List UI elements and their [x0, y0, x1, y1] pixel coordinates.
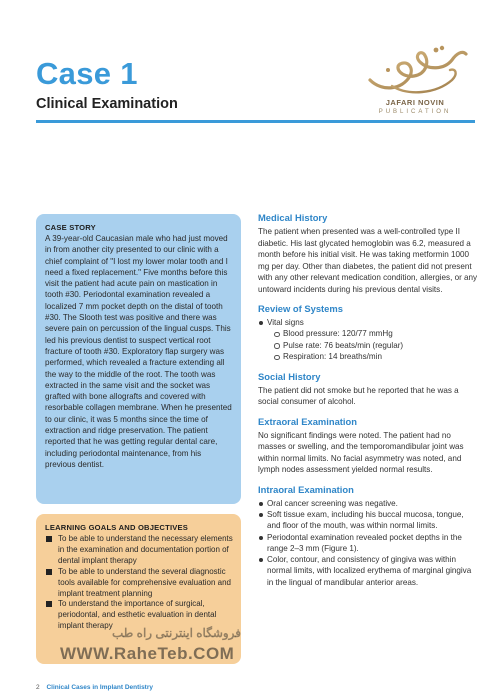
intraoral-section [258, 484, 478, 588]
learning-goals-box [36, 514, 241, 664]
list-item [45, 534, 233, 567]
list-item [258, 317, 478, 363]
intraoral-list [258, 498, 478, 588]
list-item [258, 498, 478, 509]
intraoral-finding: Soft tissue exam, including his buccal mucosa, tongue, and floor of the mouth, was within normal limits. [267, 509, 464, 531]
square-bullet-icon [46, 536, 52, 542]
publisher-calligraphy-icon [352, 40, 478, 98]
vital-sign-text: Respiration: 14 breaths/min [283, 352, 382, 362]
list-item [273, 340, 478, 351]
circle-bullet-icon [274, 343, 280, 349]
vital-signs-list [267, 328, 478, 362]
goal-text: To be able to understand the necessary elements in the examination and documentation portion of dental implant therapy [58, 534, 233, 565]
intraoral-finding: Color, contour, and consistency of gingiva was within normal limits, with localized erythema of marginal gingiva in the lingual of mandibular anterior areas. [267, 555, 472, 587]
vital-sign-text: Pulse rate: 76 beats/min (regular) [283, 340, 404, 350]
social-history-section [258, 371, 478, 408]
list-item [45, 567, 233, 600]
bullet-icon [259, 558, 263, 562]
square-bullet-icon [46, 601, 52, 607]
intraoral-finding: Periodontal examination revealed pocket depths in the range 2–3 mm (Figure 1). [267, 532, 462, 553]
vital-signs-label: Vital signs [267, 318, 304, 327]
extraoral-text: No significant findings were noted. The patient had no masses or swelling, and the temporomandibular joint was within normal limits. No facial asymmetry was noted, and lymph nodes assessment yielded normal results. [258, 430, 464, 475]
list-item [258, 554, 478, 588]
learning-goals-list [45, 534, 233, 632]
bullet-icon [259, 536, 263, 540]
circle-bullet-icon [274, 332, 280, 338]
review-of-systems-section [258, 303, 478, 363]
right-column [258, 212, 478, 596]
page-footer [36, 684, 153, 691]
list-item [273, 351, 478, 362]
extraoral-heading: Extraoral Examination [258, 415, 357, 427]
bullet-icon [259, 321, 263, 325]
learning-goals-heading: LEARNING GOALS AND OBJECTIVES [45, 523, 189, 532]
case-story-box [36, 214, 241, 504]
bullet-icon [259, 513, 263, 517]
header-rule [36, 120, 475, 123]
extraoral-section [258, 416, 478, 476]
medical-history-heading: Medical History [258, 212, 328, 223]
logo-publication-text: PUBLICATION [378, 109, 452, 115]
goal-text: To understand the importance of surgical, periodontal, and esthetic evaluation in dental implant therapy [58, 599, 217, 631]
case-story-text: A 39-year-old Caucasian male who had just moved in from another city presented to our clinic with a chief complaint of "I lost my lower molar tooth and I need a fixed replacement." Five months before this visit the patient had acute pain on mastication in tooth #30. Periodontal examination revealed a localized 7 mm pocket depth on the distal of tooth #30. The Slooth test was positive and there was severe pain on percussion of the lingual cusps. This led his previous dentist to suspect vertical root fracture of tooth #30. Exploratory flap surgery was performed, which revealed a fracture extending all the way to the middle of the root. The tooth was extracted in the same visit and the socket was grafted with bone allografts and covered with resorbable collagen membrane. When he presented to our clinic, it was 5 months since the time of extraction and ridge preservation. The patient reported that he was getting regular dental care, including periodontal maintenance, from his previous dentist. [45, 234, 232, 469]
review-of-systems-list [258, 317, 478, 363]
list-item [258, 509, 478, 532]
circle-bullet-icon [274, 355, 280, 361]
review-of-systems-heading: Review of Systems [258, 303, 343, 314]
page-number: 2 [36, 684, 40, 691]
list-item [258, 532, 478, 555]
watermark-persian-text: فروشگاه اینترنتی راه طب [112, 626, 242, 640]
social-history-heading: Social History [258, 370, 321, 382]
list-item [273, 328, 478, 339]
page-subtitle: Clinical Examination [36, 96, 178, 112]
case-title: Case 1 [36, 56, 138, 91]
social-history-text: The patient did not smoke but he reported that he was a social consumer of alcohol. [258, 385, 459, 407]
watermark-site-link[interactable]: WWW.RaheTeb.COM [60, 644, 235, 663]
logo-brand-text: JAFARI NOVIN [385, 98, 445, 107]
book-title: Clinical Cases in Implant Dentistry [46, 684, 153, 691]
bullet-icon [259, 502, 263, 506]
intraoral-finding: Oral cancer screening was negative. [267, 498, 398, 508]
vital-sign-text: Blood pressure: 120/77 mmHg [283, 329, 393, 339]
intraoral-heading: Intraoral Examination [258, 483, 354, 495]
medical-history-text: The patient when presented was a well-controlled type II diabetic. His last glycated hemoglobin was 6.2, measured a month before his initial visit. He was taking metformin 1000 mg per day. Other than diabetes, the patient did not present with any other relevant medication condition, allergies, or any untoward incidents during his previous dental visits. [258, 227, 478, 294]
square-bullet-icon [46, 569, 52, 575]
medical-history-section [258, 212, 478, 295]
publisher-logo [352, 40, 478, 120]
goal-text: To be able to understand the several diagnostic tools available for comprehensive evaluation and implant treatment planning [58, 566, 231, 598]
case-story-heading: CASE STORY [45, 223, 96, 232]
